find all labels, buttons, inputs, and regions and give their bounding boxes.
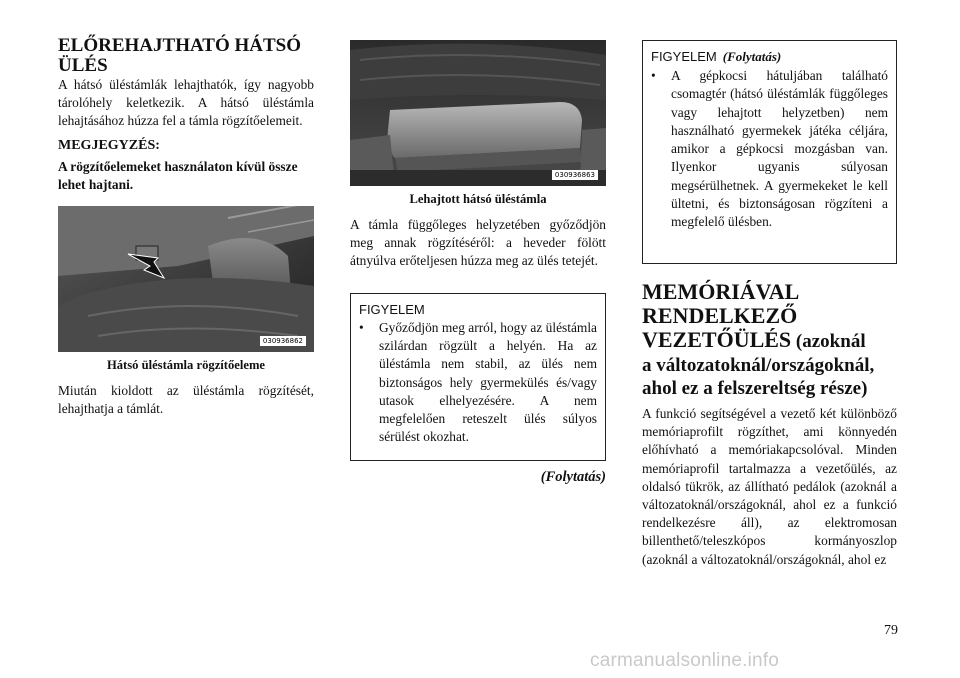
heading-paren: (azoknál: [791, 331, 866, 352]
warning-item: [651, 67, 888, 232]
warning-text: Győződjön meg arról, hogy az üléstámla szilárdan rögzült a helyén. Ha az üléstámla nem stabil, az ülés nem biztonságos hely gyermekülés és/vagy utasok elhelyezésére. A nem megfelelően reteszelt ülés súlyos sérülést okozhat.: [379, 319, 597, 445]
image-code: 030936863: [552, 170, 598, 180]
folded-seatback-photo: [350, 40, 606, 186]
warning-title: [651, 49, 888, 65]
seatback-latch-photo: [58, 206, 314, 352]
continued-label: (Folytatás): [540, 468, 606, 485]
right-column: [642, 0, 897, 569]
memory-seat-subheading: a változatoknál/országoknál, ahol ez a felszereltség része): [642, 355, 875, 399]
memory-paragraph: A funkció segítségével a vezető két különböző memóriaprofilt rögzíthet, ami könnyedén előhívható a memóriakapcsolóval. Minden memóriaprofil tartalmazza a vezetőülés, az oldalsó tükrök, az állítható pedálok (azoknál a változatoknál/országoknál, ahol ez a funkció rendelkezésre áll), az elektromosan billenthető/teleszkópos kormányoszlop (azoknál a változatoknál/országoknál, ahol ez: [642, 406, 897, 567]
warning-box: [350, 293, 606, 461]
folded-seatback-illustration: [350, 40, 606, 186]
seatback-latch-illustration: [58, 206, 314, 352]
warning-continued: (Folytatás): [722, 49, 782, 64]
fold-paragraph: Miután kioldott az üléstámla rögzítését, lehajthatja a támlát.: [58, 383, 314, 417]
warning-item: [359, 319, 597, 447]
bullet: •: [359, 319, 364, 335]
left-column: [58, 0, 314, 418]
middle-column: [350, 0, 606, 486]
warning-text: A gépkocsi hátuljában található csomagtér (hátsó üléstámlák függőleges vagy lehajtott helyzetben) nem használható gyermekek játéka céljára, amikor a gépkocsi mozgásban van. Ilyenkor ugyanis súlyosan megsérülhetnek. A gyermekeket le kell ültetni, és biztonságosan rögzíteni a megfelelő ülésben.: [671, 68, 888, 230]
bullet: •: [651, 68, 656, 83]
image-caption: Lehajtott hátsó üléstámla: [409, 192, 547, 206]
heading-main: MEMÓRIÁVAL RENDELKEZŐ VEZETŐÜLÉS: [642, 279, 799, 352]
memory-seat-heading: [642, 280, 897, 354]
warning-title-text: FIGYELEM: [651, 49, 717, 64]
check-latch-paragraph: A támla függőleges helyzetében győződjön meg annak rögzítéséről: a heveder fölött átnyúlva erőteljesen húzza meg az ülés tetejét.: [350, 217, 606, 269]
warning-title: FIGYELEM: [359, 301, 425, 317]
intro-paragraph: A hátsó üléstámlák lehajthatók, így nagyobb tárolóhely keletkezik. A hátsó üléstámla lehajtásához húzza fel a támla rögzítőelemeit.: [58, 77, 314, 129]
note-title: MEGJEGYZÉS:: [58, 137, 160, 153]
section-title-folding-seat: ELŐREHAJTHATÓ HÁTSÓ ÜLÉS: [58, 35, 302, 76]
image-code: 030936862: [260, 336, 306, 346]
image-caption: Hátsó üléstámla rögzítőeleme: [106, 358, 266, 373]
warning-box-continued: [642, 40, 897, 264]
note-text: A rögzítőelemeket használaton kívül össze lehet hajtani.: [58, 158, 298, 192]
page-number: 79: [884, 623, 898, 638]
watermark: carmanualsonline.info: [590, 650, 780, 671]
